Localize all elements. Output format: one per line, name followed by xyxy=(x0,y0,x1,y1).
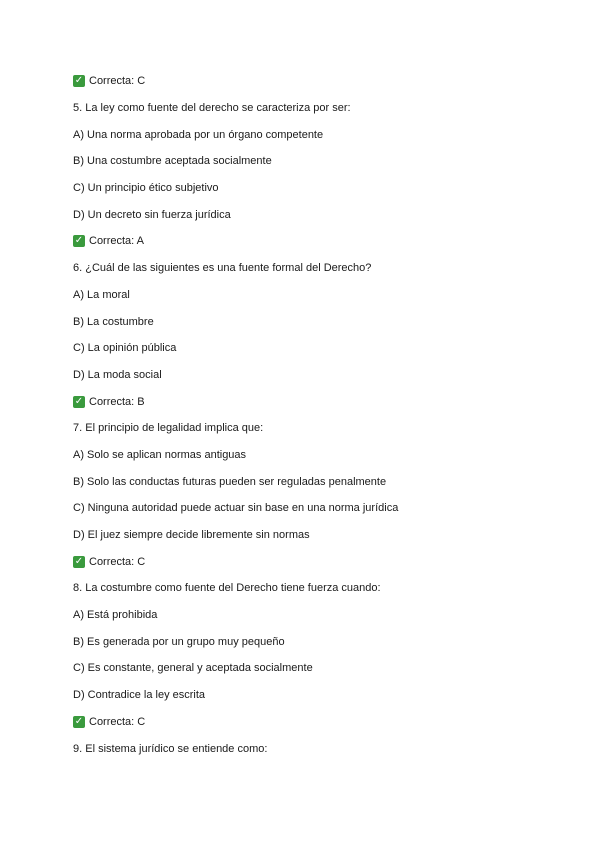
answer-option xyxy=(73,628,573,655)
option-label: B) Solo las conductas futuras pueden ser reguladas penalmente xyxy=(73,475,387,488)
correct-answer-line xyxy=(73,228,573,255)
check-mark-icon: ✓ xyxy=(74,395,84,407)
question-text xyxy=(73,735,573,762)
question-text xyxy=(73,95,573,122)
correct-answer-line xyxy=(73,388,573,415)
answer-option xyxy=(73,148,573,175)
answer-option xyxy=(73,282,573,309)
answer-label: Correcta: C xyxy=(89,75,146,88)
check-mark-icon: ✓ xyxy=(74,555,84,567)
question-label: 8. La costumbre como fuente del Derecho tiene fuerza cuando: xyxy=(73,582,381,595)
answer-option xyxy=(73,362,573,389)
correct-answer-line xyxy=(73,709,573,736)
option-label: B) Es generada por un grupo muy pequeño xyxy=(73,635,285,648)
answer-option xyxy=(73,442,573,469)
option-label: D) El juez siempre decide libremente sin normas xyxy=(73,529,310,542)
check-mark-icon: ✓ xyxy=(74,235,84,247)
option-label: B) Una costumbre aceptada socialmente xyxy=(73,155,272,168)
answer-label: Correcta: C xyxy=(89,715,146,728)
answer-option xyxy=(73,201,573,228)
check-mark-icon: ✓ xyxy=(74,715,84,727)
answer-option xyxy=(73,522,573,549)
question-label: 7. El principio de legalidad implica que: xyxy=(73,422,264,435)
question-text xyxy=(73,415,573,442)
check-mark-icon: ✓ xyxy=(74,75,84,87)
correct-answer-line xyxy=(73,68,573,95)
question-text xyxy=(73,255,573,282)
question-label: 6. ¿Cuál de las siguientes es una fuente formal del Derecho? xyxy=(73,262,372,275)
answer-label: Correcta: C xyxy=(89,555,146,568)
option-label: A) Solo se aplican normas antiguas xyxy=(73,448,247,461)
question-label: 5. La ley como fuente del derecho se caracteriza por ser: xyxy=(73,102,351,115)
option-label: C) Un principio ético subjetivo xyxy=(73,182,219,195)
answer-option xyxy=(73,682,573,709)
option-label: A) Una norma aprobada por un órgano competente xyxy=(73,128,324,141)
question-label: 9. El sistema jurídico se entiende como: xyxy=(73,742,268,755)
option-label: D) Contradice la ley escrita xyxy=(73,689,206,702)
answer-label: Correcta: A xyxy=(89,235,145,248)
option-label: D) Un decreto sin fuerza jurídica xyxy=(73,208,231,221)
answer-option xyxy=(73,121,573,148)
option-label: B) La costumbre xyxy=(73,315,154,328)
answer-option xyxy=(73,495,573,522)
answer-option xyxy=(73,335,573,362)
option-label: D) La moda social xyxy=(73,368,162,381)
answer-option xyxy=(73,602,573,629)
option-label: A) La moral xyxy=(73,288,130,301)
answer-option xyxy=(73,308,573,335)
option-label: C) Es constante, general y aceptada socialmente xyxy=(73,662,313,675)
question-text xyxy=(73,575,573,602)
option-label: C) Ninguna autoridad puede actuar sin base en una norma jurídica xyxy=(73,502,399,515)
option-label: A) Está prohibida xyxy=(73,609,158,622)
answer-option xyxy=(73,655,573,682)
document-page xyxy=(73,68,573,762)
correct-answer-line xyxy=(73,548,573,575)
answer-label: Correcta: B xyxy=(89,395,145,408)
answer-option xyxy=(73,468,573,495)
answer-option xyxy=(73,175,573,202)
option-label: C) La opinión pública xyxy=(73,342,177,355)
